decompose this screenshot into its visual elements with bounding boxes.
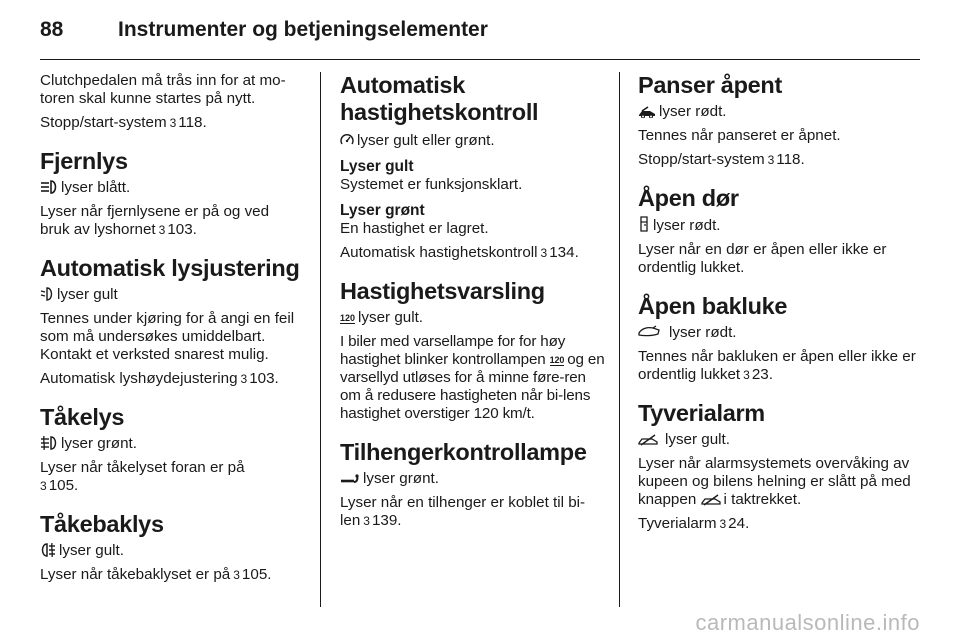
page-ref-icon: 3 (158, 223, 166, 237)
page-ref-link[interactable]: 139. (371, 512, 402, 529)
page-ref-icon: 3 (767, 153, 775, 167)
paragraph: Systemet er funksjonsklart. (340, 176, 523, 193)
page-header (40, 14, 920, 54)
paragraph: Automatisk lyshøydejustering 3 103. (40, 370, 279, 387)
status-line: lyser grønt. (340, 470, 605, 488)
paragraph: Stopp/start-system 3 118. (40, 114, 207, 131)
front-fog-icon (40, 436, 58, 450)
page-ref-link[interactable]: 103. (167, 221, 197, 238)
status-line: lyser rødt. (638, 324, 920, 342)
paragraph: Clutchpedalen må trås inn for at mo-toren skal kunne startes på nytt. (40, 72, 286, 107)
page-ref-icon: 3 (233, 568, 240, 582)
header-rule (40, 59, 920, 60)
paragraph: Stopp/start-system 3 118. (638, 151, 805, 168)
page-ref-icon: 3 (40, 479, 47, 493)
section-title: Hastighetsvarsling (340, 278, 545, 304)
paragraph: Lyser når tåkelyset foran er på 3 105. (40, 459, 245, 494)
door-open-icon (638, 216, 650, 232)
rear-fog-icon (40, 543, 56, 557)
column-2 (340, 72, 605, 536)
status-line: lyser rødt. (638, 103, 920, 121)
paragraph: Lyser når en tilhenger er koblet til bi-len 3 139. (340, 494, 586, 529)
page-ref-icon: 3 (540, 246, 548, 260)
section-title: Automatisk lysjustering (40, 255, 300, 281)
tailgate-open-icon (638, 325, 660, 339)
paragraph: En hastighet er lagret. (340, 220, 489, 237)
section-title: Panser åpent (638, 72, 782, 98)
page-ref-link[interactable]: 118. (178, 114, 207, 131)
speed-warning-icon: 120 (340, 313, 356, 323)
section-title: Åpen dør (638, 185, 739, 211)
paragraph: Lyser når tåkebaklyset er på 3 105. (40, 566, 272, 583)
status-line: lyser gult eller grønt. (340, 132, 605, 150)
column-1 (40, 72, 302, 590)
anti-theft-alarm-icon (638, 434, 658, 446)
page-ref-icon: 3 (240, 372, 248, 386)
page-ref-icon: 3 (363, 514, 370, 528)
high-beam-icon (40, 180, 58, 194)
paragraph: Lyser når fjernlysene er på og ved bruk av lyshornet 3 103. (40, 203, 270, 238)
page-ref-icon: 3 (743, 368, 750, 382)
page-ref-link[interactable]: 105. (48, 477, 79, 494)
page-ref-link[interactable]: 105. (241, 566, 272, 583)
paragraph: Lyser når alarmsystemets overvåking av kupeen og bilens helning er slått på med knappen i taktrekket. (638, 455, 911, 508)
section-title: Tåkebaklys (40, 511, 164, 537)
page-ref-link[interactable]: 23. (751, 366, 773, 383)
paragraph: Tyverialarm 3 24. (638, 515, 750, 532)
status-line: lyser gult. (638, 431, 920, 449)
status-line: lyser grønt. (40, 435, 302, 453)
status-line: lyser blått. (40, 179, 302, 197)
paragraph: Automatisk hastighetskontroll 3 134. (340, 244, 579, 261)
section-title: Tåkelys (40, 404, 125, 430)
page-ref-link[interactable]: 118. (776, 151, 805, 168)
column-divider (320, 72, 321, 607)
section-title: Fjernlys (40, 148, 128, 174)
subheading: Lyser grønt (340, 202, 425, 219)
paragraph: Tennes når panseret er åpnet. (638, 127, 841, 144)
page-ref-link[interactable]: 134. (549, 244, 579, 261)
bonnet-open-icon (638, 106, 656, 118)
status-line: 120 lyser gult. (340, 309, 424, 326)
page-ref-link[interactable]: 103. (249, 370, 279, 387)
section-title: Automatisk hastighetskontroll (340, 72, 539, 125)
watermark: carmanualsonline.info (695, 610, 920, 635)
column-3 (638, 72, 920, 539)
status-line: lyser rødt. (638, 216, 920, 235)
headlight-leveling-icon (40, 287, 54, 301)
paragraph: Tennes når bakluken er åpen eller ikke er ordentlig lukket 3 23. (638, 348, 916, 383)
page-title: Instrumenter og betjeningselementer (118, 18, 488, 41)
section-title: Tyverialarm (638, 400, 765, 426)
column-divider (619, 72, 620, 607)
page-number: 88 (40, 18, 64, 41)
paragraph: I biler med varsellampe for for høy hastighet blinker kontrollampen 120 og en varsellyd utløses for å minne føre-ren om å redusere hastigheten når bi-lens hastighet overstiger 120 km/t. (340, 333, 605, 422)
page-ref-icon: 3 (169, 116, 177, 130)
trailer-icon (340, 473, 360, 485)
cruise-control-icon (340, 133, 354, 147)
status-line: lyser gult. (40, 542, 302, 560)
anti-theft-alarm-icon (701, 494, 721, 506)
status-line: lyser gult (40, 286, 302, 304)
subheading: Lyser gult (340, 158, 414, 175)
section-title: Åpen bakluke (638, 293, 788, 319)
speed-warning-icon: 120 (549, 355, 565, 365)
paragraph: Tennes under kjøring for å angi en feil som må undersøkes umiddelbart. Kontakt et verksted snarest mulig. (40, 310, 295, 363)
section-title: Tilhengerkontrollampe (340, 439, 587, 465)
paragraph: Lyser når en dør er åpen eller ikke er ordentlig lukket. (638, 241, 887, 276)
page-ref-icon: 3 (719, 517, 727, 531)
page-ref-link[interactable]: 24. (728, 515, 750, 532)
